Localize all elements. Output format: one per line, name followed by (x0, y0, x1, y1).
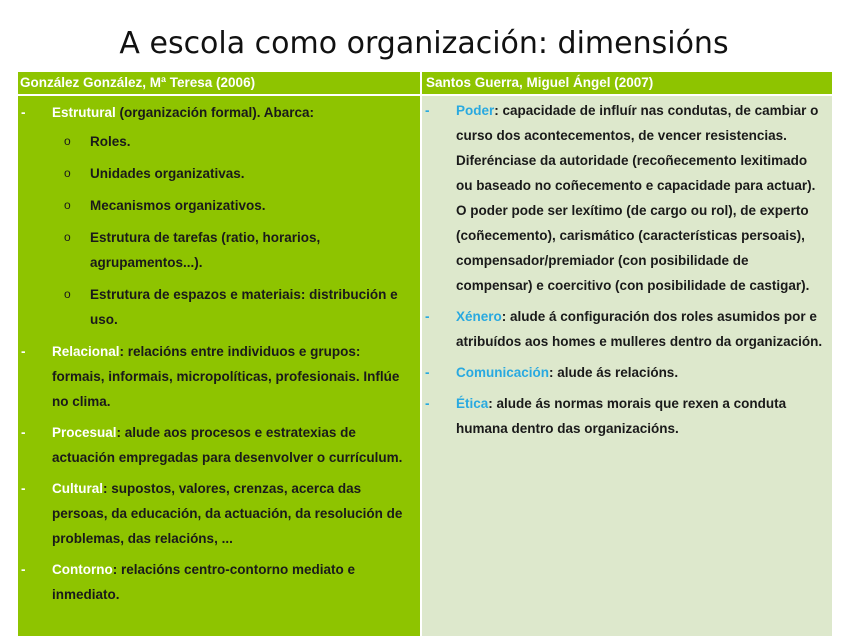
dash-bullet: - (425, 309, 430, 324)
dimension-term: Poder (456, 103, 495, 118)
sub-item-text: Mecanismos organizativos. (90, 198, 266, 213)
list-item (422, 360, 824, 385)
dash-bullet: - (21, 562, 26, 577)
dash-bullet: - (21, 105, 26, 120)
dimension-description: : alude aos procesos e estratexias de actuación empregadas para desenvolver o currículum. (52, 425, 403, 465)
circle-bullet-icon: o (64, 134, 71, 148)
dash-bullet: - (21, 344, 26, 359)
sub-list (52, 129, 412, 332)
dimension-term: Relacional (52, 344, 120, 359)
circle-bullet-icon: o (64, 287, 71, 301)
list-item (422, 391, 824, 441)
left-column (18, 94, 420, 636)
list-item (422, 98, 824, 298)
dimension-description: : alude ás normas morais que rexen a conduta humana dentro das organizacións. (456, 396, 787, 436)
dimension-description: (organización formal). Abarca: (115, 105, 315, 120)
dash-bullet: - (425, 103, 430, 118)
right-column (420, 94, 832, 636)
dimensions-table (18, 72, 832, 636)
list-item (18, 339, 412, 414)
dash-bullet: - (21, 481, 26, 496)
sub-list-item (52, 161, 412, 186)
list-item (18, 100, 412, 332)
dimension-description: : supostos, valores, crenzas, acerca das persoas, da educación, da actuación, da resolución de problemas, das relacións, ... (52, 481, 403, 546)
dimension-description: : relacións centro-contorno mediato e inmediato. (52, 562, 356, 602)
sub-item-text: Roles. (90, 134, 131, 149)
dimension-description: : alude á configuración dos roles asumidos por e atribuídos aos homes e mulleres dentro da organización. (456, 309, 823, 349)
circle-bullet-icon: o (64, 166, 71, 180)
dimension-term: Comunicación (456, 365, 550, 380)
sub-item-text: Unidades organizativas. (90, 166, 245, 181)
list-item (18, 557, 412, 607)
circle-bullet-icon: o (64, 230, 71, 244)
sub-list-item (52, 225, 412, 275)
sub-list-item (52, 129, 412, 154)
list-item (422, 304, 824, 354)
slide-title: A escola como organización: dimensións (119, 26, 729, 61)
dash-bullet: - (425, 396, 430, 411)
dimension-term: Contorno (52, 562, 113, 577)
dimension-term: Procesual (52, 425, 117, 440)
dimension-term: Estrutural (52, 105, 116, 120)
list-item (18, 420, 412, 470)
right-column-header: Santos Guerra, Miguel Ángel (2007) (420, 72, 832, 94)
dimension-term: Ética (456, 396, 489, 411)
sub-list-item (52, 193, 412, 218)
list-item (18, 476, 412, 551)
dash-bullet: - (21, 425, 26, 440)
circle-bullet-icon: o (64, 198, 71, 212)
dimension-term: Xénero (456, 309, 502, 324)
dimension-description: : capacidade de influír nas condutas, de cambiar o curso dos acontecementos, de vencer resistencias. Diferénciase da autoridade (recoñecemento lexitimado ou baseado no coñecemento e capacidade para actuar). O poder pode ser lexítimo (de cargo ou rol), de experto (coñecemento), carismático (características persoais), compensador/premiador (con posibilidade de compensar) e coercitivo (con posibilidade de castigar). (456, 103, 819, 293)
dimension-description: : relacións entre individuos e grupos: formais, informais, micropolíticas, profesionais. Inflúe no clima. (52, 344, 400, 409)
dimension-description: : alude ás relacións. (549, 365, 679, 380)
dimension-term: Cultural (52, 481, 104, 496)
left-column-header: González González, Mª Teresa (2006) (18, 72, 420, 94)
sub-item-text: Estrutura de tarefas (ratio, horarios, agrupamentos...). (90, 230, 321, 270)
sub-list-item (52, 282, 412, 332)
dash-bullet: - (425, 365, 430, 380)
sub-item-text: Estrutura de espazos e materiais: distribución e uso. (90, 287, 398, 327)
